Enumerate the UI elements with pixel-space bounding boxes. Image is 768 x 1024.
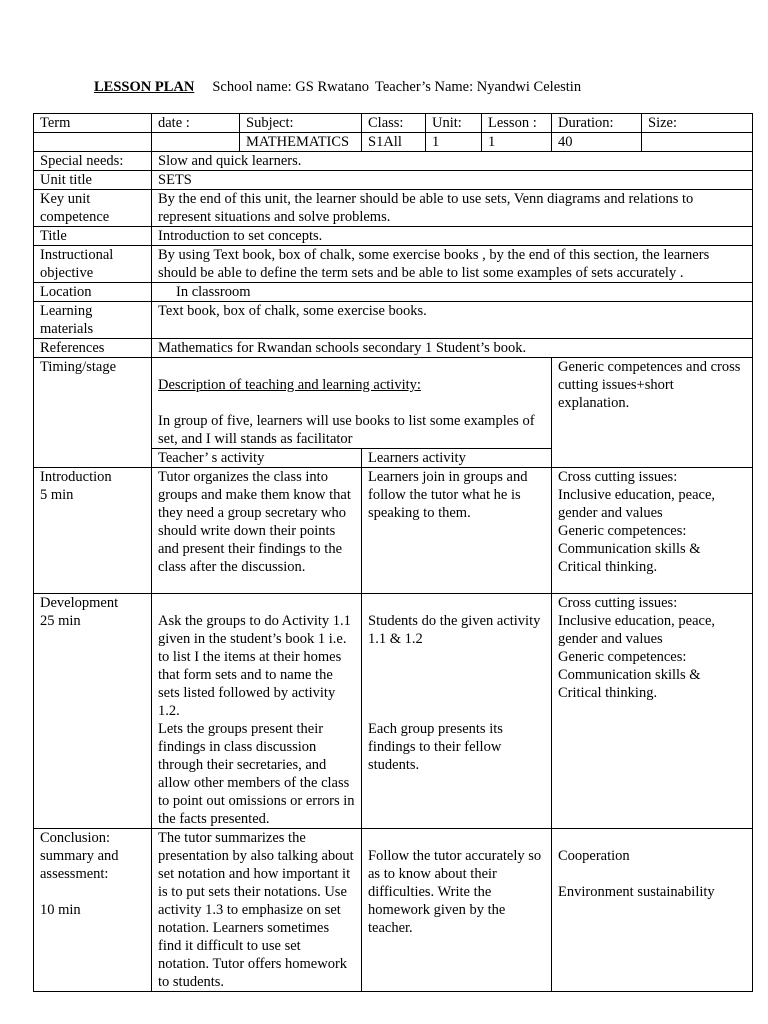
stage-competences: Cooperation Environment sustainability — [552, 829, 753, 992]
row-value: In classroom — [152, 283, 753, 302]
duration-value: 40 — [552, 133, 642, 152]
unit-value: 1 — [426, 133, 482, 152]
learners-activity: Learners join in groups and follow the tutor what he is speaking to them. — [362, 468, 552, 594]
lesson-label: Lesson : — [482, 114, 552, 133]
stage-competences: Cross cutting issues: Inclusive education, peace, gender and values Generic competences: Communication skills & Critical thinking. — [552, 468, 753, 594]
stage-label: Conclusion: summary and assessment: 10 min — [34, 829, 152, 992]
info-labels-row — [34, 114, 753, 133]
timing-stage-label: Timing/stage — [34, 358, 152, 468]
class-label: Class: — [362, 114, 426, 133]
stage-row-development — [34, 594, 753, 829]
instructional-objective-row — [34, 246, 753, 283]
learners-activity: Follow the tutor accurately so as to know about their difficulties. Write the homework given by the teacher. — [362, 829, 552, 992]
duration-label: Duration: — [552, 114, 642, 133]
teacher-activity: Tutor organizes the class into groups and make them know that they need a group secretary who should write down their points and present their findings to the class after the discussion. — [152, 468, 362, 594]
row-label: Title — [34, 227, 152, 246]
stage-label: Introduction 5 min — [34, 468, 152, 594]
teacher-activity: Ask the groups to do Activity 1.1 given in the student’s book 1 i.e. to list I the items at their homes that form sets and to name the sets listed followed by activity 1.2. Lets the groups present their findings in class discussion through their secretaries, and allow other members of the class to point out omissions or errors in the facts presented. — [152, 594, 362, 829]
unit-label: Unit: — [426, 114, 482, 133]
row-label: References — [34, 339, 152, 358]
generic-competences-heading: Generic competences and cross cutting issues+short explanation. — [552, 358, 753, 468]
row-value: SETS — [152, 171, 753, 190]
activity-description-row — [34, 358, 753, 449]
references-row — [34, 339, 753, 358]
teacher-activity-header: Teacher’ s activity — [152, 449, 362, 468]
location-row — [34, 283, 753, 302]
learners-activity-header: Learners activity — [362, 449, 552, 468]
info-values-row — [34, 133, 753, 152]
lesson-value: 1 — [482, 133, 552, 152]
size-label: Size: — [642, 114, 753, 133]
teacher-activity: The tutor summarizes the presentation by also talking about set notation and how important it is to put sets their notations. Use activity 1.3 to emphasize on set notation. Learners sometimes find it difficult to use set notation. Tutor offers homework to students. — [152, 829, 362, 992]
stage-row-introduction — [34, 468, 753, 594]
unit-title-row — [34, 171, 753, 190]
date-label: date : — [152, 114, 240, 133]
size-value — [642, 133, 753, 152]
term-value — [34, 133, 152, 152]
activity-description-heading: Description of teaching and learning activity: — [158, 377, 421, 393]
row-label: Special needs: — [34, 152, 152, 171]
stage-row-conclusion — [34, 829, 753, 992]
title-row — [34, 227, 753, 246]
special-needs-row — [34, 152, 753, 171]
row-label: Location — [34, 283, 152, 302]
row-label: Unit title — [34, 171, 152, 190]
row-value: By using Text book, box of chalk, some exercise books , by the end of this section, the learners should be able to define the term sets and be able to list some examples of sets accurately . — [152, 246, 753, 283]
document-title: LESSON PLAN — [94, 79, 195, 95]
row-value: Text book, box of chalk, some exercise books. — [152, 302, 753, 339]
teacher-name: Teacher’s Name: Nyandwi Celestin — [375, 79, 582, 95]
subject-value: MATHEMATICS — [240, 133, 362, 152]
subject-label: Subject: — [240, 114, 362, 133]
date-value — [152, 133, 240, 152]
learners-activity: Students do the given activity 1.1 & 1.2 Each group presents its findings to their fellow students. — [362, 594, 552, 829]
row-value: Introduction to set concepts. — [152, 227, 753, 246]
lesson-plan-table — [33, 113, 753, 992]
row-label: Key unit competence — [34, 190, 152, 227]
document-header — [94, 79, 581, 96]
key-unit-competence-row — [34, 190, 753, 227]
stage-competences: Cross cutting issues: Inclusive education, peace, gender and values Generic competences: Communication skills & Critical thinking. — [552, 594, 753, 829]
row-value: By the end of this unit, the learner should be able to use sets, Venn diagrams and relations to represent situations and solve problems. — [152, 190, 753, 227]
class-value: S1All — [362, 133, 426, 152]
row-value: Mathematics for Rwandan schools secondary 1 Student’s book. — [152, 339, 753, 358]
row-value: Slow and quick learners. — [152, 152, 753, 171]
stage-label: Development 25 min — [34, 594, 152, 829]
school-name: School name: GS Rwatano — [212, 79, 369, 95]
term-label: Term — [34, 114, 152, 133]
activity-description-cell — [152, 358, 552, 449]
row-label: Instructional objective — [34, 246, 152, 283]
learning-materials-row — [34, 302, 753, 339]
activity-description-text: In group of five, learners will use books to list some examples of set, and I will stands as facilitator — [158, 413, 535, 447]
row-label: Learning materials — [34, 302, 152, 339]
